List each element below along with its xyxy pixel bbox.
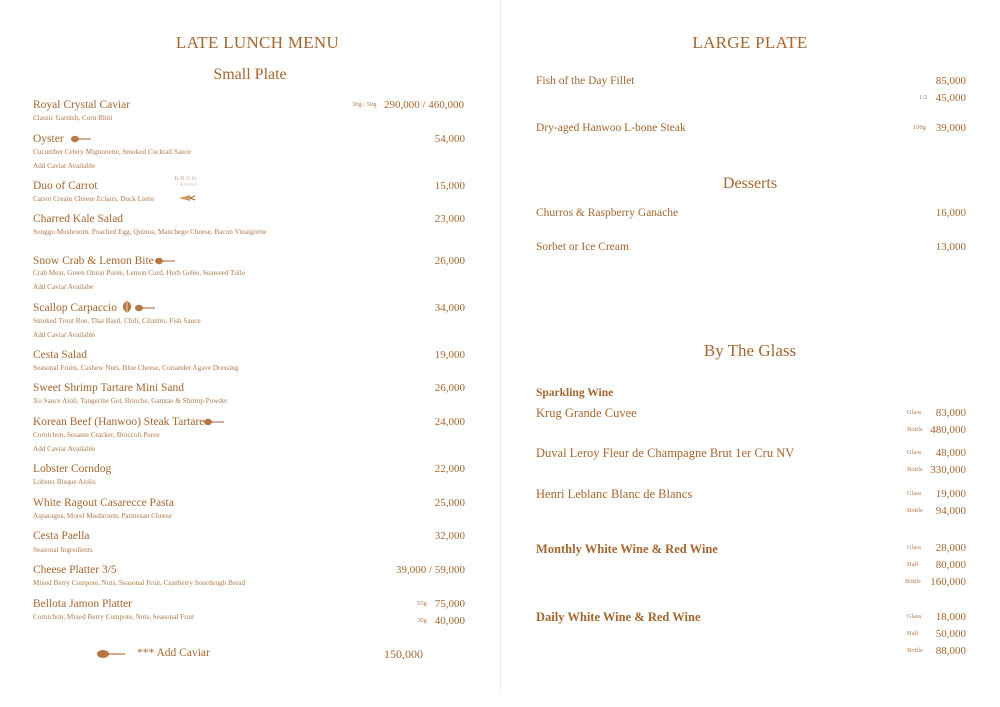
krug-kitchen-logo: KRUG × Kitchen <box>174 175 198 188</box>
caviar-spoon-icon <box>70 134 92 144</box>
item-portion: 55g <box>417 600 427 607</box>
wine-price: 80,000 <box>935 559 966 571</box>
item-name: Snow Crab & Lemon Bite <box>33 255 154 267</box>
item-desc: Smoked Trout Roe, Thai Basil, Chili, Cilantro, Fish Sauce <box>33 317 201 325</box>
wine-price: 160,000 <box>930 576 966 588</box>
wine-name: Monthly White Wine & Red Wine <box>536 542 718 556</box>
item-price: 13,000 <box>935 241 966 253</box>
item-desc: Carrot Cream Cheese Eclairs, Duck Liette <box>33 195 155 203</box>
item-extra: Add Caviar Available <box>33 331 96 339</box>
item-price: 40,000 <box>434 615 465 627</box>
item-desc: Cornichon, Sesame Cracker, Broccoli Puree <box>33 431 160 439</box>
wine-price: 88,000 <box>935 645 966 657</box>
item-desc: Lobster Bisque Aiolis <box>33 478 96 486</box>
item-price: 54,000 <box>434 133 465 145</box>
item-price: 26,000 <box>434 255 465 267</box>
item-name: Lobster Corndog <box>33 463 112 475</box>
item-price: 75,000 <box>434 598 465 610</box>
menu-title: LATE LUNCH MENU <box>175 33 340 52</box>
add-caviar-label: *** Add Caviar <box>137 647 210 659</box>
item-desc: Songgo Mushroom, Poached Egg, Quinoa, Manchego Cheese, Bacon Vinaigrette <box>33 228 267 236</box>
wine-unit: Glass <box>907 409 922 416</box>
item-desc: Classic Garnish, Corn Blini <box>33 114 113 122</box>
wine-unit: Bottle <box>907 466 923 473</box>
item-portion: 1/2 <box>919 94 928 101</box>
item-price: 39,000 / 59,000 <box>395 564 465 576</box>
sparkling-wine-label: Sparkling Wine <box>536 387 614 399</box>
item-name: Oyster <box>33 133 64 145</box>
item-name: Sorbet or Ice Cream <box>536 241 629 253</box>
item-name: Korean Beef (Hanwoo) Steak Tartare <box>33 416 205 428</box>
wine-name: Duval Leroy Fleur de Champagne Brut 1er Cru NV <box>536 446 795 460</box>
carrot-icon <box>178 194 196 202</box>
item-price: 23,000 <box>434 213 465 225</box>
item-price: 19,000 <box>434 349 465 361</box>
wine-price: 94,000 <box>935 505 966 517</box>
item-desc: Cucumber Celery Mignonette, Smoked Cocktail Sauce <box>33 148 192 156</box>
item-portion: 100g <box>913 124 926 131</box>
item-name: Charred Kale Salad <box>33 213 124 225</box>
item-price: 22,000 <box>434 463 465 475</box>
caviar-spoon-icon <box>134 303 156 313</box>
item-name: Scallop Carpaccio <box>33 302 117 314</box>
wine-name: Henri Leblanc Blanc de Blancs <box>536 487 693 501</box>
item-name: Cheese Platter 3/5 <box>33 564 117 576</box>
add-caviar-price: 150,000 <box>384 647 423 661</box>
by-the-glass-title: By The Glass <box>703 341 797 360</box>
item-price: 16,000 <box>935 207 966 219</box>
item-name: Dry-aged Hanwoo L-bone Steak <box>536 122 686 134</box>
item-extra: Add Caviar Available <box>33 162 96 170</box>
wine-unit: Bottle <box>907 426 923 433</box>
section-title-small-plate: Small Plate <box>213 66 287 83</box>
wine-price: 48,000 <box>935 447 966 459</box>
wine-price: 83,000 <box>935 407 966 419</box>
large-plate-title: LARGE PLATE <box>692 33 808 52</box>
item-extra: Add Caviar Availabe <box>33 283 94 291</box>
item-name: White Ragout Casarecce Pasta <box>33 497 174 509</box>
item-price: 45,000 <box>935 92 966 104</box>
item-price: 34,000 <box>434 302 465 314</box>
wine-unit: Half <box>907 561 919 568</box>
wine-price: 19,000 <box>935 488 966 500</box>
wine-unit: Bottle <box>905 578 921 585</box>
item-portion: 30g <box>417 617 427 624</box>
item-desc: Seasonal Ingredients <box>33 546 93 554</box>
item-desc: Crab Meat, Green Onion Purée, Lemon Curd, Herb Gelée, Seaweed Tuile <box>33 269 245 277</box>
leaf-icon <box>120 300 134 314</box>
wine-unit: Half <box>907 630 919 637</box>
item-name: Fish of the Day Fillet <box>536 75 635 87</box>
item-price: 85,000 <box>935 75 966 87</box>
item-extra: Add Caviar Available <box>33 445 96 453</box>
item-price: 39,000 <box>935 122 966 134</box>
item-name: Churros & Raspberry Ganache <box>536 207 679 219</box>
wine-price: 480,000 <box>930 424 966 436</box>
caviar-spoon-icon <box>96 648 126 660</box>
wine-unit: Bottle <box>907 507 923 514</box>
item-price: 32,000 <box>434 530 465 542</box>
item-price: 25,000 <box>434 497 465 509</box>
item-desc: Cornichon, Mixed Berry Compote, Nuts, Seasonal Fruit <box>33 613 195 621</box>
wine-unit: Bottle <box>907 647 923 654</box>
item-desc: Seasonal Fruits, Cashew Nuts, Blue Cheese, Coriander Agave Dressing <box>33 364 239 372</box>
item-name: Royal Crystal Caviar <box>33 99 131 111</box>
item-name: Cesta Paella <box>33 530 90 542</box>
item-desc: Asparagus, Morel Mushroom, Parmesan Cheese <box>33 512 172 520</box>
wine-price: 50,000 <box>935 628 966 640</box>
item-name: Bellota Jamon Platter <box>33 598 133 610</box>
item-price: 15,000 <box>434 180 465 192</box>
item-desc: Mixed Berry Compote, Nuts, Seasonal Fruit, Cranberry Sourdough Bread <box>33 579 246 587</box>
caviar-spoon-icon <box>203 417 225 427</box>
item-name: Cesta Salad <box>33 349 87 361</box>
item-price: 26,000 <box>434 382 465 394</box>
wine-price: 330,000 <box>930 464 966 476</box>
item-desc: Xo Sauce Aioli, Tangerine Gel, Brioche, Gamtae & Shrimp Powder <box>33 397 228 405</box>
wine-price: 28,000 <box>935 542 966 554</box>
desserts-title: Desserts <box>722 175 778 192</box>
item-portion: 30g / 50g <box>352 101 377 108</box>
wine-name: Daily White Wine & Red Wine <box>536 610 701 624</box>
item-name: Sweet Shrimp Tartare Mini Sand <box>33 382 185 394</box>
wine-unit: Glass <box>907 449 922 456</box>
wine-unit: Glass <box>907 490 922 497</box>
item-price: 24,000 <box>434 416 465 428</box>
wine-price: 18,000 <box>935 611 966 623</box>
item-name: Duo of Carrot <box>33 180 98 192</box>
wine-name: Krug Grande Cuvee <box>536 406 637 420</box>
wine-unit: Glass <box>907 613 922 620</box>
caviar-spoon-icon <box>154 256 176 266</box>
item-price: 290,000 / 460,000 <box>384 99 465 111</box>
wine-unit: Glass <box>907 544 922 551</box>
